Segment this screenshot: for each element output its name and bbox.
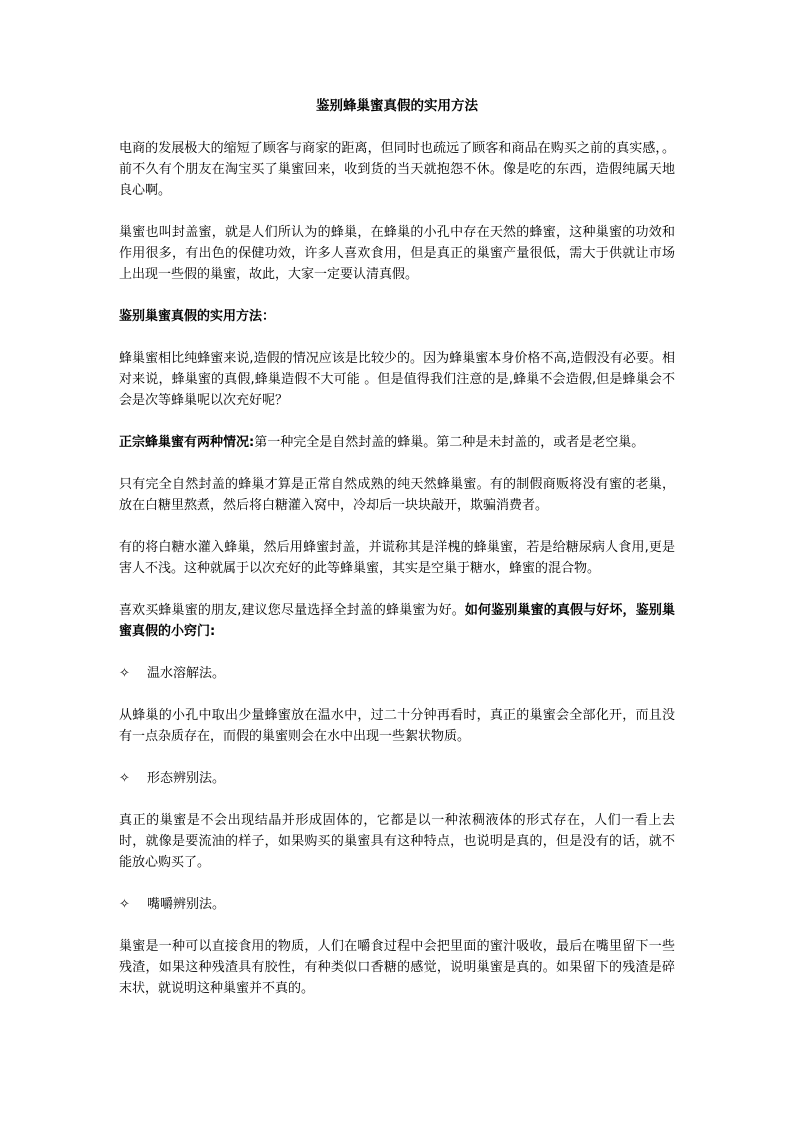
advice-bold-text: 如何鉴别巢蜜的真假与好坏，鉴别巢蜜真假的小窍门:: [119, 603, 675, 639]
bullet-label: 形态辨别法。: [147, 771, 226, 786]
paragraph-advice: [119, 600, 675, 642]
sparkle-bullet-icon: ✧: [119, 771, 130, 786]
two-cases-text: 第一种完全是自然封盖的蜂巢。第二种是未封盖的，或者是老空巢。: [254, 435, 645, 450]
paragraph-definition: 巢蜜也叫封盖蜜，就是人们所认为的蜂巢，在蜂巢的小孔中存在天然的蜂蜜，这种巢蜜的功效和作用很多，有出色的保健功效，许多人喜欢食用，但是真正的巢蜜产量很低，需大于供就让市场上出现一些假的巢蜜，故此，大家一定要认清真假。: [119, 225, 675, 282]
advice-text: 喜欢买蜂巢蜜的朋友,建议您尽量选择全封盖的蜂巢蜜为好。: [119, 603, 465, 618]
paragraph-shape: 真正的巢蜜是不会出现结晶并形成固体的，它都是以一种浓稠液体的形式存在，人们一看上去时，就像是要流油的样子，如果购买的巢蜜具有这种特点，也说明是真的，但是没有的话，就不能放心购买了。: [119, 813, 675, 870]
bullet-chewing: [119, 894, 675, 915]
paragraph-two-cases: [119, 432, 675, 453]
document-page: [119, 96, 675, 1020]
two-cases-bold-label: 正宗蜂巢蜜有两种情况:: [119, 435, 255, 450]
paragraph-intro: 电商的发展极大的缩短了顾客与商家的距离，但同时也疏远了顾客和商品在购买之前的真实感，。前不久有个朋友在淘宝买了巢蜜回来，收到货的当天就抱怨不休。像是吃的东西，造假纯属天地良心啊。: [119, 141, 675, 198]
paragraph-fake-method-1: 只有完全自然封盖的蜂巢才算是正常自然成熟的纯天然蜂巢蜜。有的制假商贩将没有蜜的老巢，放在白糖里熬煮，然后将白糖灌入窝中，冷却后一块块敲开，欺骗消费者。: [119, 477, 675, 513]
paragraph-comparison: 蜂巢蜜相比纯蜂蜜来说,造假的情况应该是比较少的。因为蜂巢蜜本身价格不高,造假没有必要。相对来说，蜂巢蜜的真假,蜂巢造假不大可能 。但是值得我们注意的是,蜂巢不会造假,但是蜂巢会不会是次等蜂巢呢以次充好呢？: [119, 351, 675, 408]
bullet-shape: [119, 768, 675, 789]
paragraph-fake-method-2: 有的将白糖水灌入蜂巢，然后用蜂蜜封盖，并谎称其是洋槐的蜂巢蜜，若是给糖尿病人食用,更是害人不浅。这种就属于以次充好的此等蜂巢蜜，其实是空巢于糖水，蜂蜜的混合物。: [119, 540, 675, 576]
document-title: 鉴别蜂巢蜜真假的实用方法: [316, 98, 478, 114]
bullet-label: 嘴嚼辨别法。: [147, 897, 226, 912]
section-heading: 鉴别巢蜜真假的实用方法：: [119, 309, 276, 324]
sparkle-bullet-icon: ✧: [119, 666, 130, 681]
paragraph-chewing: 巢蜜是一种可以直接食用的物质，人们在嚼食过程中会把里面的蜜汁吸收，最后在嘴里留下一些残渣，如果这种残渣具有胶性，有种类似口香糖的感觉，说明巢蜜是真的。如果留下的残渣是碎末状，就说明这种巢蜜并不真的。: [119, 939, 675, 996]
bullet-label: 温水溶解法。: [147, 666, 226, 681]
bullet-warm-water: [119, 663, 675, 684]
sparkle-bullet-icon: ✧: [119, 897, 130, 912]
paragraph-warm-water: 从蜂巢的小孔中取出少量蜂蜜放在温水中，过二十分钟再看时，真正的巢蜜会全部化开，而且没有一点杂质存在，而假的巢蜜则会在水中出现一些絮状物质。: [119, 708, 675, 744]
